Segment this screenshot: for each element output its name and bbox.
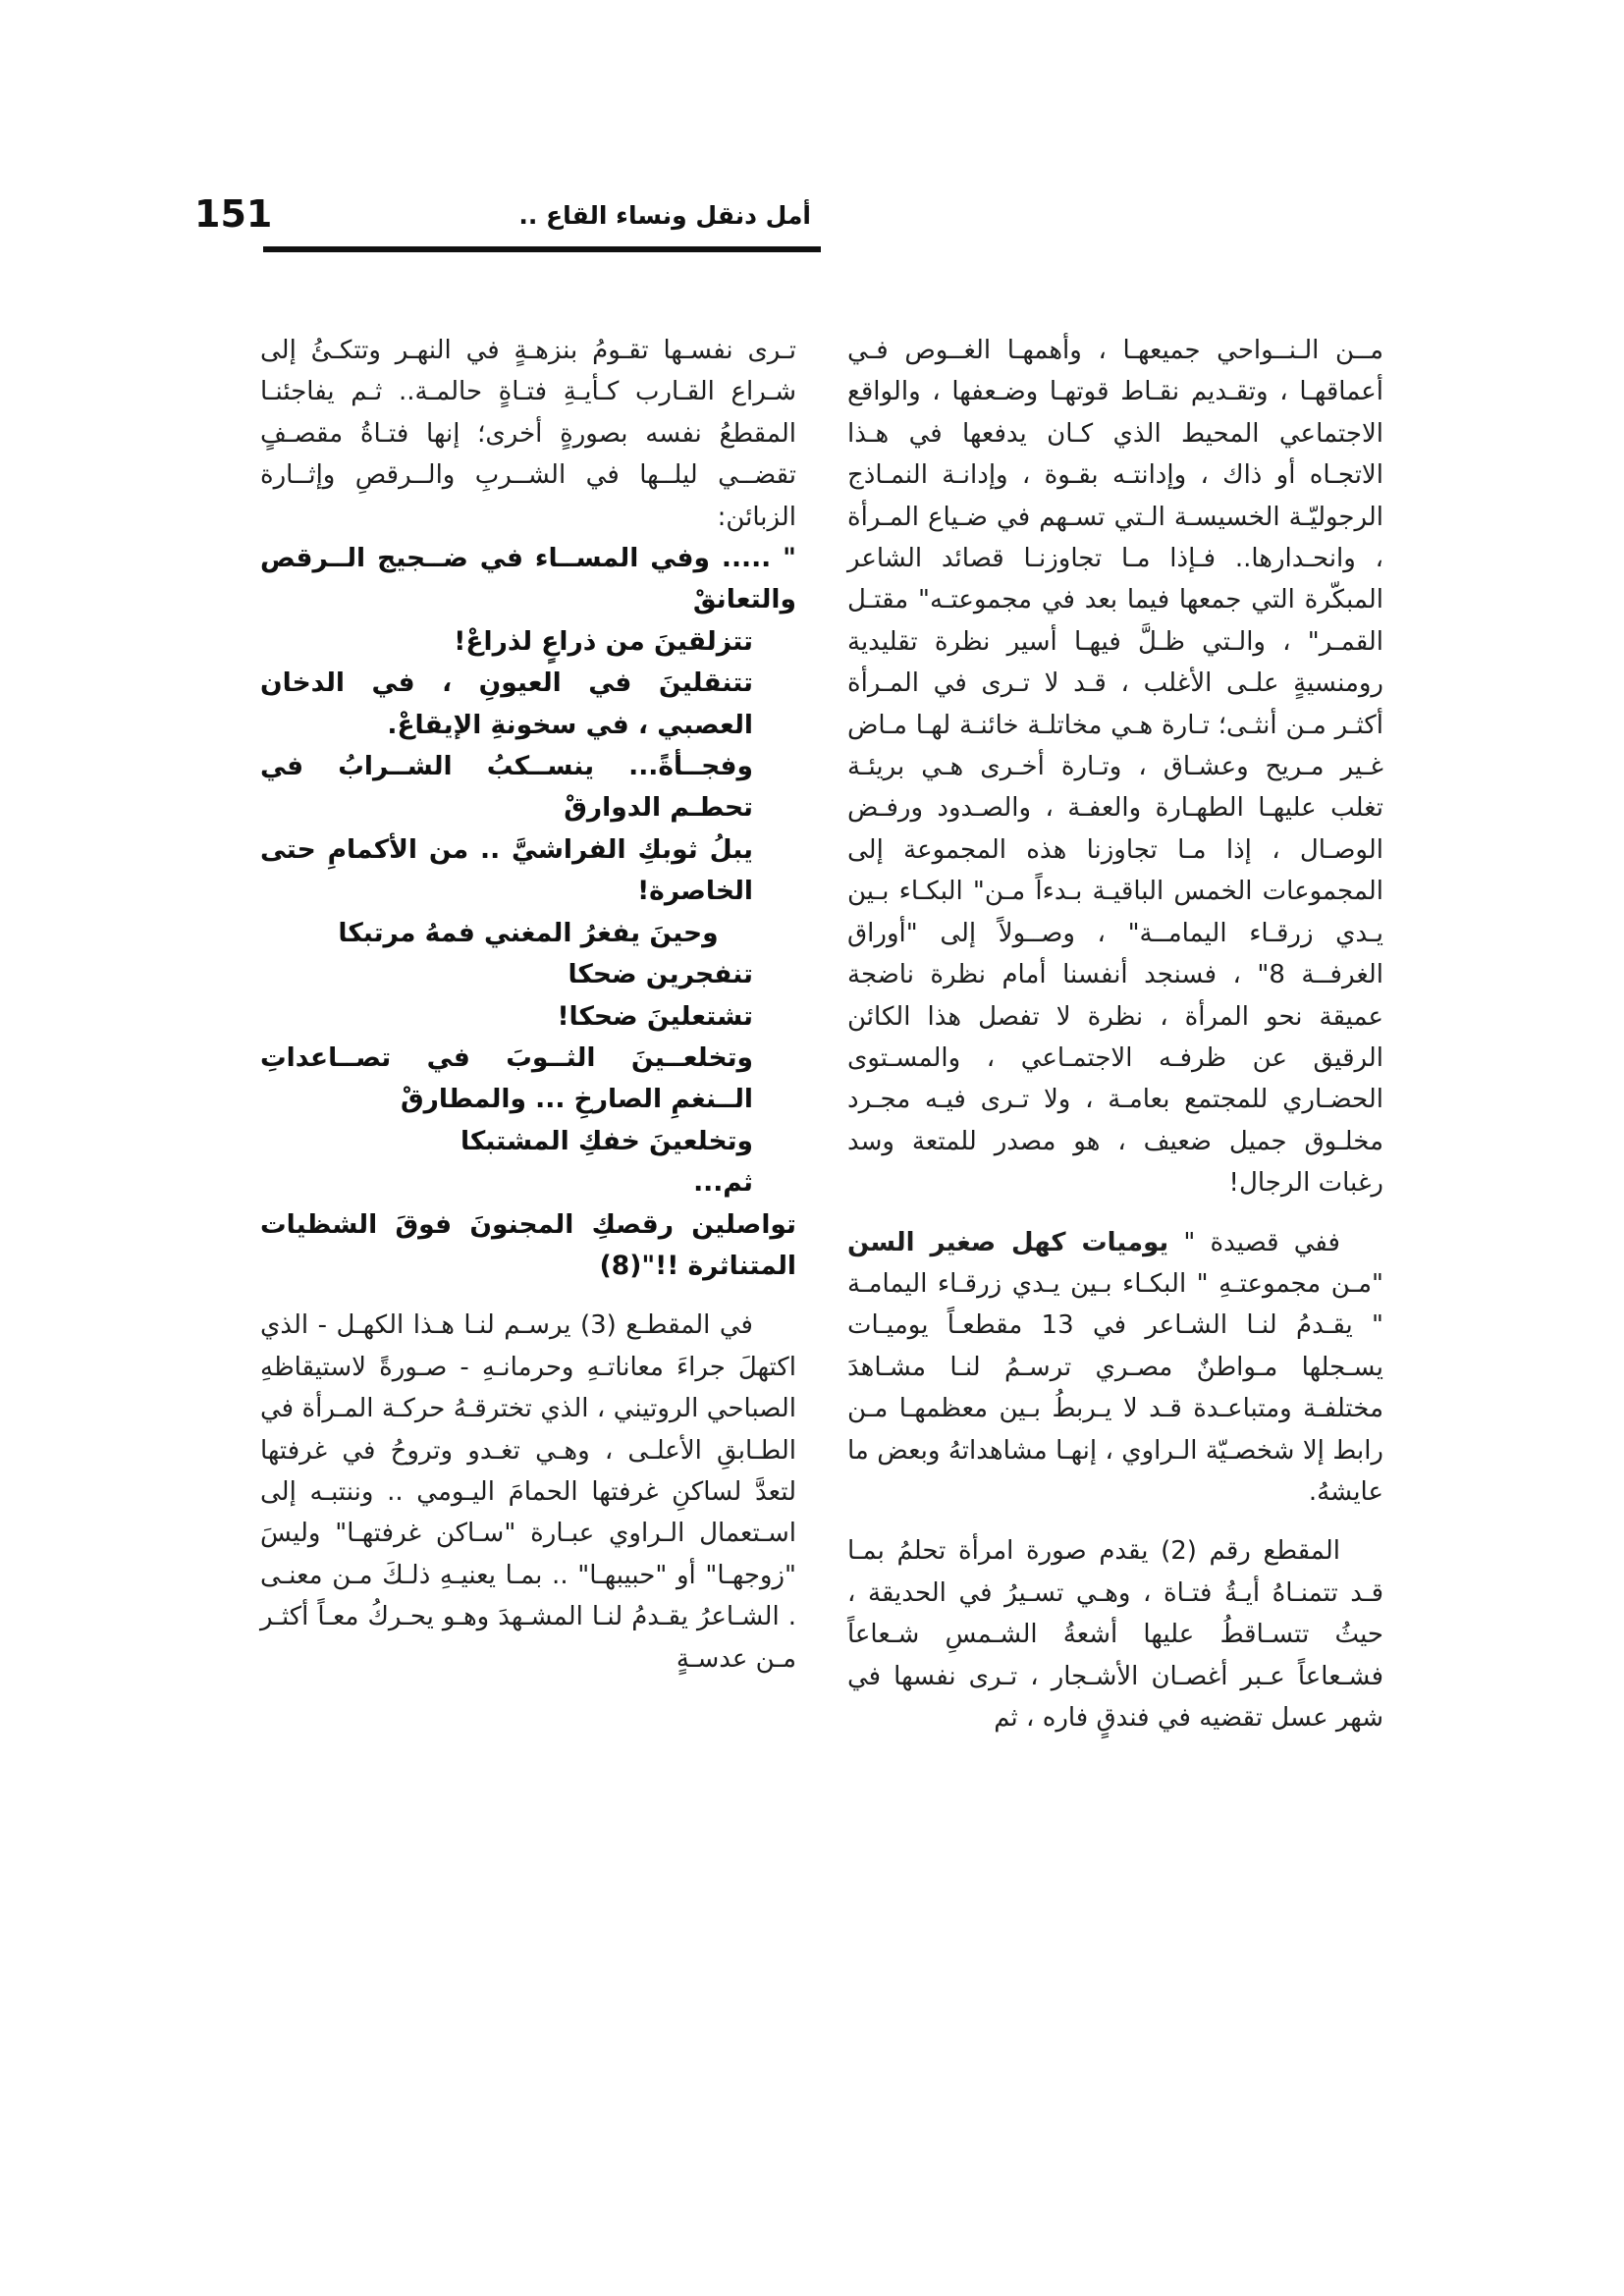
verse-line: تتنقلينَ في العيونِ ، في الدخان العصبي ، في سخونةِ الإيقاعْ. (260, 667, 753, 740)
body-paragraph: في المقطـع (3) يرسـم لنـا هـذا الكهـل - الذي اكتهلَ جراءَ معاناتـهِ وحرمانـهِ - صـورةً لاستيقاظهِ الصباحي الروتيني ، الذي تخترقـهُ حركـة المـرأة في الطـابقِ الأعلـى ، وهـي تغـدو وتروحُ في غرفتها لتعدَّ لساكنِ غرفتها الحمامَ اليـومي .. وننتبـه إلى اسـتعمال الـراوي عبـارة "سـاكن غرفتهـا" وليسَ "زوجهـا" أو "حبيبهـا" .. بمـا يعنيـهِ ذلـكَ مـن معنـى . الشـاعرُ يقـدمُ لنـا المشـهدَ وهـو يحـركُ معـاً أكثـر مـن عدسـةٍ (260, 1310, 796, 1674)
body-paragraph: المقطع رقم (2) يقدم صورة امرأة تحلمُ بمـا قـد تتمنـاهُ أيـةُ فتـاة ، وهـي تسـيرُ في الحديقة ، حيثُ تتسـاقطُ عليها أشعةُ الشـمسِ شـعاعاً فشـعاعاً عـبر أغصـان الأشـجار ، تـرى نفسها في شهر عسل تقضيه في فندقٍ فاره ، ثم (847, 1536, 1383, 1733)
verse-line: تتزلقينَ من ذراعٍ لذراعْ! (454, 625, 753, 657)
verse-line: تواصلين رقصكِ المجنونَ فوقَ الشظيات المتناثرة !!"(8) (260, 1208, 796, 1281)
right-column (847, 330, 1383, 1738)
verse-line: " ..... وفي المســاء في ضــجيج الــرقص والتعانقْ (260, 543, 796, 615)
verse-line: وتخلعينَ خفكِ المشتبكا (460, 1125, 753, 1156)
running-title: أمل دنقل ونساء القاع .. (518, 201, 811, 230)
paragraph-lead: ففي قصيدة " (1168, 1227, 1340, 1257)
verse-line: يبلُ ثوبكِ الفراشيَّ .. من الأكمامِ حتى الخاصرة! (260, 833, 753, 907)
body-paragraph: مــن الـنــواحي جميعهـا ، وأهمهـا الغــوص فـي أعماقهـا ، وتقـديم نقـاط قوتهـا وضـعفها ، والواقع الاجتماعي المحيط الذي كـان يدفعها في هـذا الاتجـاه أو ذاك ، وإدانتـه بقـوة ، وإدانـة النمـاذج الرجوليّـة الخسيسـة الـتي تسـهم في ضـياع المـرأة ، وانحـدارها.. فـإذا مـا تجاوزنـا قصائد الشاعر المبكّرة التي جمعها فيما بعد في مجموعتـه" مقتـل القمـر" ، والـتي ظـلَّ فيهـا أسير نظرة تقليدية رومنسيةٍ علـى الأغلب ، قـد لا تـرى في المـرأة أكثـر مـن أنثـى؛ تـارة هـي مخاتلـة خائنـة لهـا مـاض غـير مـريح وعشـاق ، وتـارة أخـرى هـي بريئـة تغلب عليهـا الطهـارة والعفـة ، والصـدود ورفـض الوصـال ، إذا مـا تجاوزنا هذه المجموعة إلى المجموعات الخمس الباقيـة بـدءاً مـن" البكـاء بـين يـدي زرقـاء اليمامــة" ، وصــولاً إلى "أوراق الغرفــة 8" ، فسنجد أنفسنا أمام نظرة ناضجة عميقة نحو المرأة ، نظرة لا تفصل هذا الكائن الرقيق عن ظرفـه الاجتمـاعي ، والمسـتوى الحضـاري للمجتمع بعامـة ، ولا تـرى فيـه مجـرد مخلـوق جميل ضعيف ، هو مصدر للمتعة وسد رغبات الرجال! (847, 336, 1384, 1199)
verse-line: وتخلعــينَ الثــوبَ في تصــاعداتِ الــنغمِ الصارخِ ... والمطارقْ (260, 1041, 753, 1115)
paragraph-text: "مـن مجموعتـهِ " البكـاء بـين يـدي زرقـاء اليمامـة " يقـدمُ لنـا الشـاعر في 13 مقطعـاً يوميـات يسـجلها مـواطنٌ مصـري ترسـمُ لنـا مشـاهدَ مختلفـة ومتباعـدة قـد لا يـربطُ بـين معظمهـا مـن رابط إلا شخصـيّة الـراوي ، إنهـا مشاهداتهُ وبعض ما عايشهُ. (847, 1268, 1383, 1507)
verse-line: تشتعلينَ ضحكا! (557, 1000, 753, 1032)
poem-title: يوميات كهل صغير السن (847, 1227, 1169, 1257)
verse-line: وحينَ يفغرُ المغني فمهُ مرتبكا (338, 917, 719, 948)
body-paragraph: تـرى نفسـها تقـومُ بنزهـةٍ في النهـر وتتكـئُ إلى شـراع القـارب كـأيـةِ فتـاةٍ حالمـة.. ثـم يفاجئنـا المقطعُ نفسه بصورةٍ أخرى؛ إنها فتـاةُ مقصـفٍ تقضــي ليلــها في الشــربِ والــرقصِ وإثــارة الزبائن: (260, 336, 796, 532)
verse-line: وفجــأةً... ينســكبُ الشــرابُ في تحطـم الدوارقْ (260, 751, 753, 824)
poem-excerpt (260, 538, 796, 1287)
body-paragraph (847, 1222, 1383, 1514)
page-number: 151 (194, 192, 273, 236)
left-column (260, 330, 796, 1680)
verse-line: تنفجرين ضحكا (568, 959, 753, 990)
header-rule (263, 246, 821, 252)
verse-line: ثم... (693, 1167, 753, 1199)
